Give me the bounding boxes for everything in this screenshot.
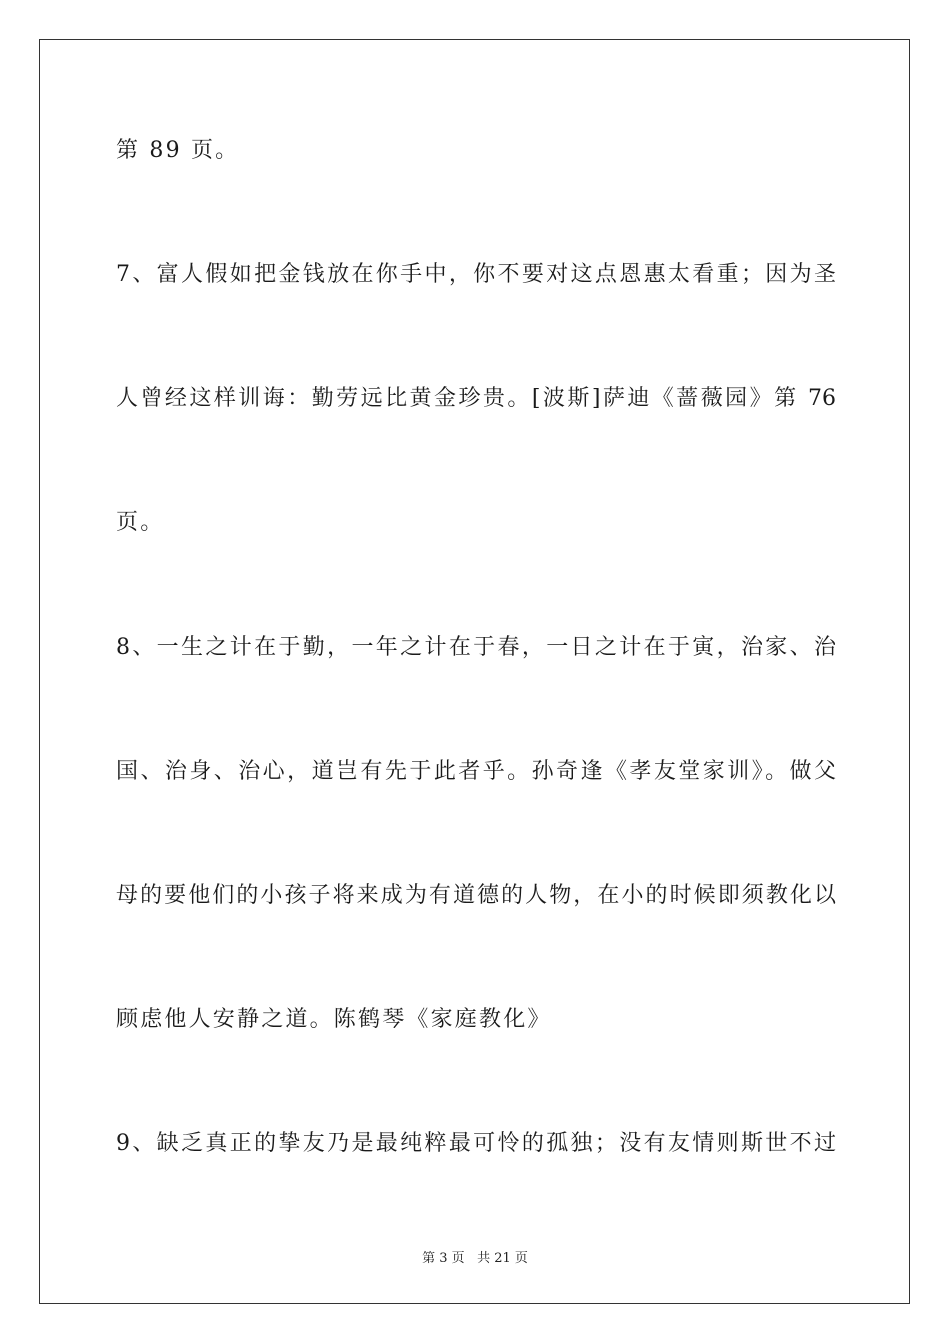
text-line-9: 9、缺乏真正的挚友乃是最纯粹最可怜的孤独；没有友情则斯世不过 bbox=[116, 1131, 836, 1156]
text-line-6: 国、治身、治心，道岂有先于此者乎。孙奇逢《孝友堂家训》。做父 bbox=[116, 759, 836, 784]
page-border bbox=[39, 39, 910, 1304]
text-line-7: 母的要他们的小孩子将来成为有道德的人物，在小的时候即须教化以 bbox=[116, 883, 836, 908]
text-line-1: 第 89 页。 bbox=[116, 138, 240, 163]
text-line-3: 人曾经这样训诲：勤劳远比黄金珍贵。[波斯]萨迪《蔷薇园》第 76 bbox=[116, 386, 836, 411]
text-line-4: 页。 bbox=[116, 510, 165, 535]
text-line-2: 7、富人假如把金钱放在你手中，你不要对这点恩惠太看重；因为圣 bbox=[116, 262, 836, 287]
page-number: 第 3 页 bbox=[422, 1251, 465, 1266]
page-footer bbox=[0, 1247, 950, 1266]
text-line-5: 8、一生之计在于勤，一年之计在于春，一日之计在于寅，治家、治 bbox=[116, 635, 836, 660]
text-line-8: 顾虑他人安静之道。陈鹤琴《家庭教化》 bbox=[116, 1007, 552, 1032]
total-pages: 共 21 页 bbox=[477, 1251, 528, 1266]
